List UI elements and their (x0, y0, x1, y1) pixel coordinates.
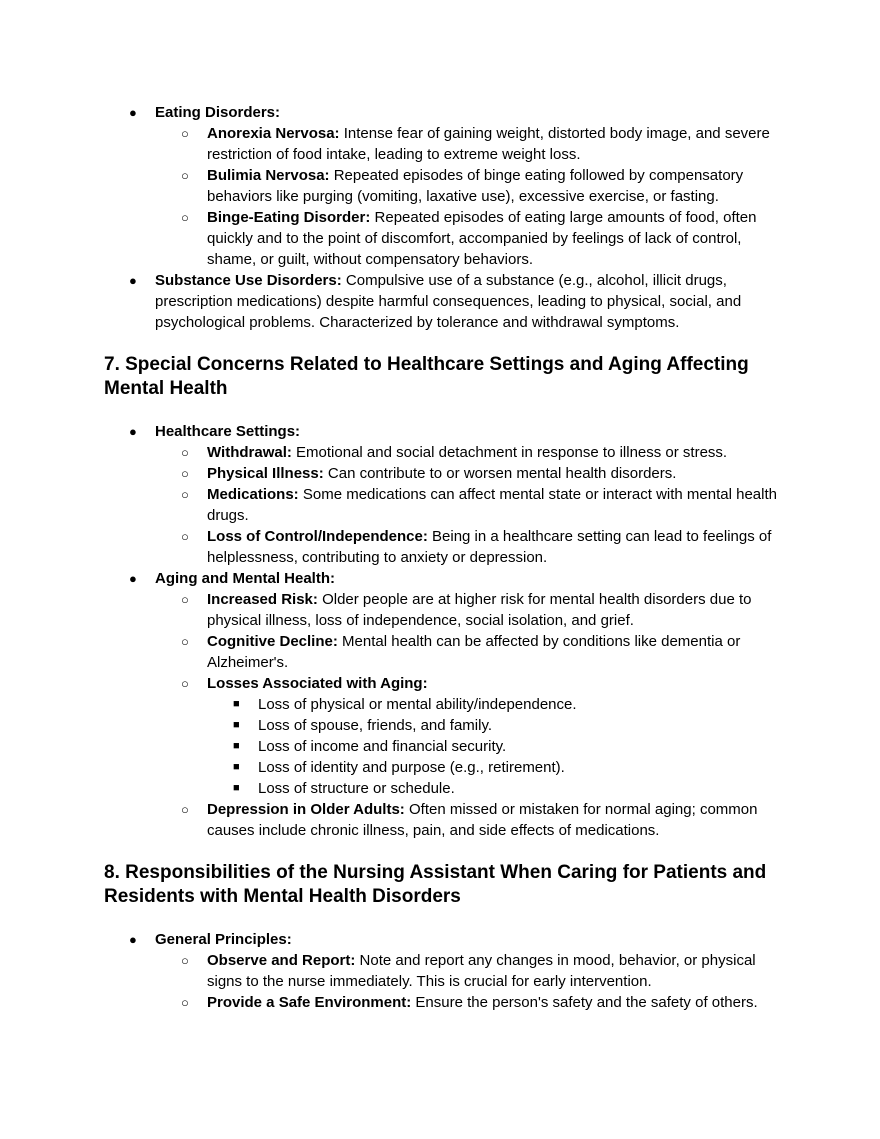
list-item-aging-mental-health (104, 568, 784, 841)
item-term: Binge-Eating Disorder: (207, 209, 371, 226)
item-text: Compulsive use of a substance (e.g., alcohol, illicit drugs, prescription medications) despite harmful consequences, leading to physical, social, and psychological problems. Characterized by tolerance and withdrawal symptoms. (155, 272, 742, 331)
list-item-loss-of-control (155, 526, 784, 568)
item-title: Aging and Mental Health: (155, 570, 335, 587)
item-text: Being in a healthcare setting can lead to feelings of helplessness, contributing to anxiety or depression. (207, 528, 772, 566)
list-item-anorexia (155, 123, 784, 165)
item-text: Emotional and social detachment in response to illness or stress. (296, 444, 728, 461)
list-item-substance-use (104, 270, 784, 333)
list-item-binge-eating (155, 207, 784, 270)
list-item-medications (155, 484, 784, 526)
item-term: Anorexia Nervosa: (207, 125, 340, 142)
item-term: Substance Use Disorders: (155, 272, 342, 289)
item-text: Can contribute to or worsen mental health disorders. (327, 465, 677, 482)
list-item-cognitive-decline (155, 631, 784, 673)
item-term: Physical Illness: (207, 465, 324, 482)
item-term: Medications: (207, 486, 299, 503)
list-item-loss: ■ Loss of structure or schedule. (207, 778, 784, 799)
item-term: Depression in Older Adults: (207, 801, 405, 818)
list-item-eating-disorders (104, 102, 784, 270)
losses-sublist (207, 694, 784, 799)
aging-sublist (155, 589, 784, 841)
document-content (104, 102, 784, 1013)
item-text: Mental health can be affected by conditions like dementia or Alzheimer's. (207, 633, 741, 671)
list-item-loss: ■ Loss of identity and purpose (e.g., retirement). (207, 757, 784, 778)
item-term: Provide a Safe Environment: (207, 994, 412, 1011)
section-8-heading: 8. Responsibilities of the Nursing Assistant When Caring for Patients and Residents with Mental Health Disorders (104, 862, 767, 907)
healthcare-sublist (155, 442, 784, 568)
item-text: Some medications can affect mental state or interact with mental health drugs. (207, 486, 777, 524)
section-8-list (104, 929, 784, 1013)
eating-disorders-sublist (155, 123, 784, 270)
item-term: Bulimia Nervosa: (207, 167, 330, 184)
disorders-list (104, 102, 784, 333)
item-text: Ensure the person's safety and the safety of others. (415, 994, 758, 1011)
item-term: Increased Risk: (207, 591, 318, 608)
list-item-general-principles (104, 929, 784, 1013)
list-item-physical-illness (155, 463, 784, 484)
item-text: Repeated episodes of eating large amounts of food, often quickly and to the point of discomfort, accompanied by feelings of lack of control, shame, or guilt, without compensatory behaviors. (207, 209, 757, 268)
item-term: Losses Associated with Aging: (207, 675, 428, 692)
item-title: Healthcare Settings: (155, 423, 301, 440)
item-text: Note and report any changes in mood, behavior, or physical signs to the nurse immediately. This is crucial for early intervention. (207, 952, 756, 990)
item-text: Repeated episodes of binge eating followed by compensatory behaviors like purging (vomiting, laxative use), excessive exercise, or fasting. (207, 167, 744, 205)
item-text: Older people are at higher risk for mental health disorders due to physical illness, loss of independence, social isolation, and grief. (207, 591, 752, 629)
list-item-loss: ■ Loss of income and financial security. (207, 736, 784, 757)
list-item-observe-report (155, 950, 784, 992)
general-principles-sublist (155, 950, 784, 1013)
list-item-depression-older-adults (155, 799, 784, 841)
item-text: Often missed or mistaken for normal aging; common causes include chronic illness, pain, and side effects of medications. (207, 801, 758, 839)
item-term: Observe and Report: (207, 952, 356, 969)
list-item-healthcare-settings (104, 421, 784, 568)
item-term: Loss of Control/Independence: (207, 528, 428, 545)
section-7-list (104, 421, 784, 841)
list-item-loss: ■ Loss of physical or mental ability/independence. (207, 694, 784, 715)
item-text: Intense fear of gaining weight, distorted body image, and severe restriction of food intake, leading to extreme weight loss. (207, 125, 770, 163)
list-item-increased-risk (155, 589, 784, 631)
item-term: Withdrawal: (207, 444, 292, 461)
item-title: Eating Disorders: (155, 104, 281, 121)
item-title: General Principles: (155, 931, 292, 948)
section-7-heading: 7. Special Concerns Related to Healthcare Settings and Aging Affecting Mental Health (104, 354, 749, 399)
list-item-losses-aging (155, 673, 784, 799)
list-item-loss: ■ Loss of spouse, friends, and family. (207, 715, 784, 736)
list-item-bulimia (155, 165, 784, 207)
list-item-withdrawal (155, 442, 784, 463)
item-term: Cognitive Decline: (207, 633, 338, 650)
list-item-safe-environment (155, 992, 784, 1013)
